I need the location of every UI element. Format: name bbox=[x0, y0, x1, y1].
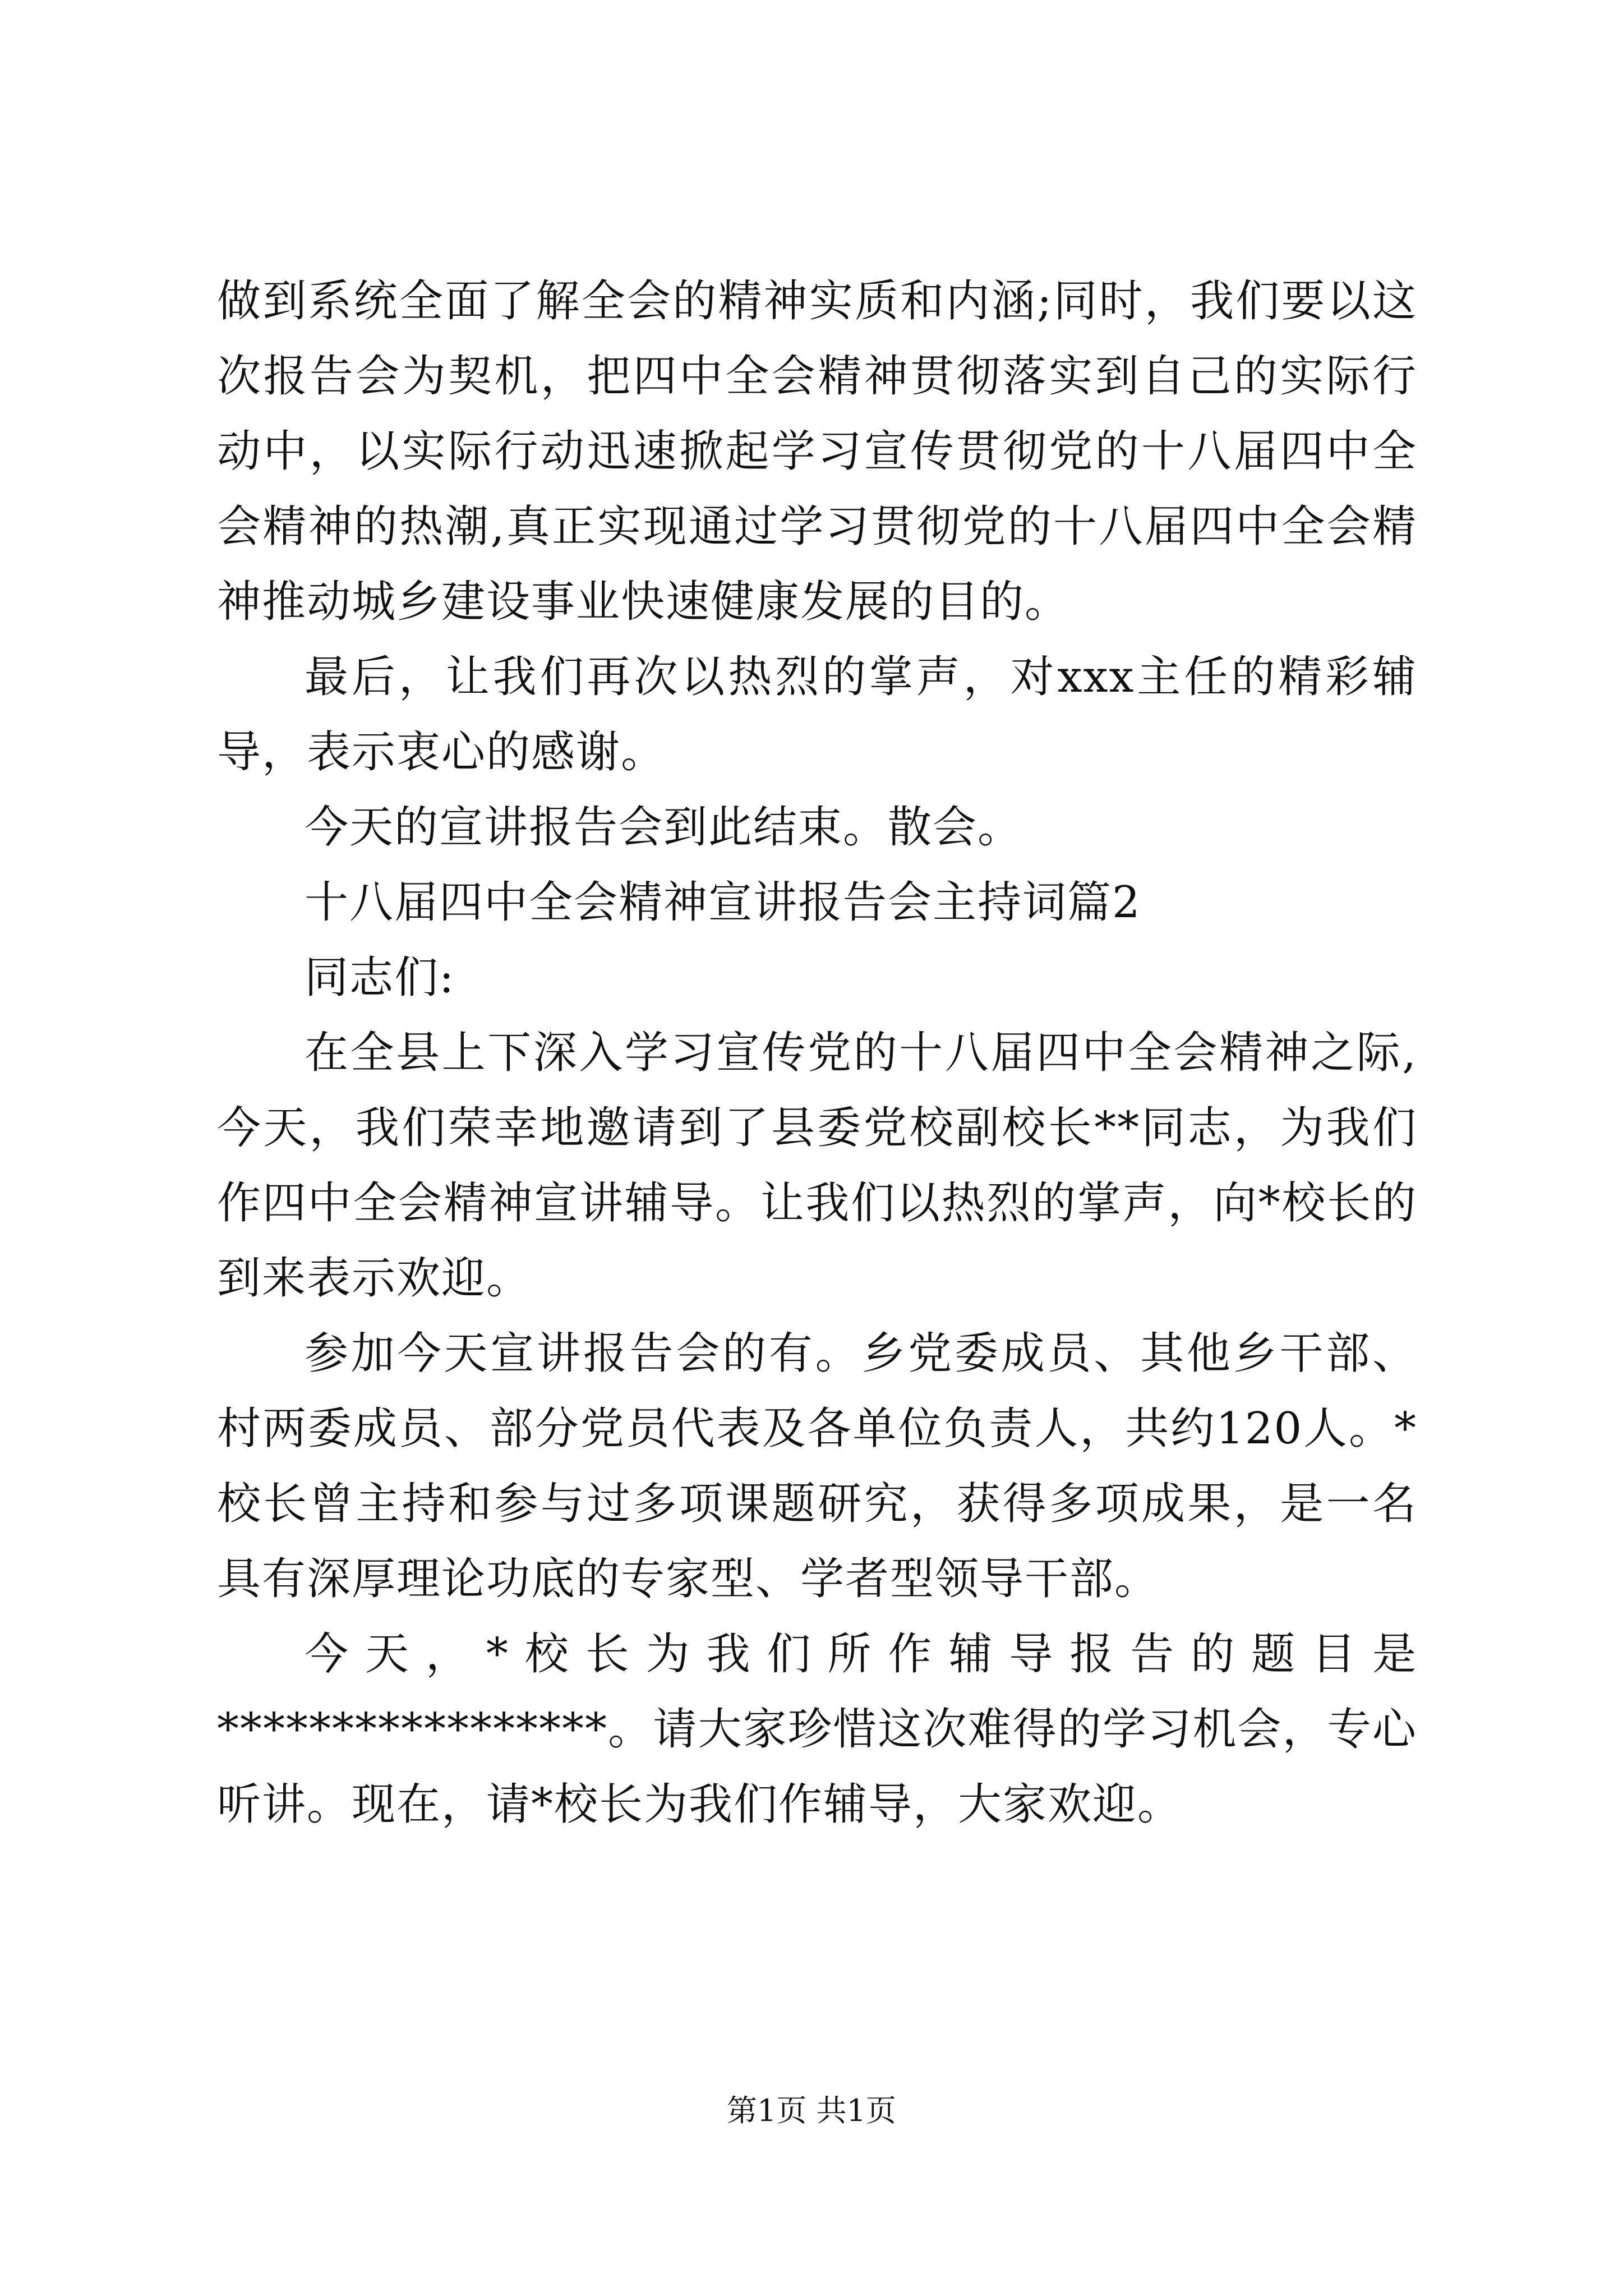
paragraph: 今天的宣讲报告会到此结束。散会。 bbox=[305, 802, 1023, 853]
page-footer: 第1页 共1页 bbox=[727, 2093, 896, 2128]
section-heading: 十八届四中全会精神宣讲报告会主持词篇2 bbox=[305, 877, 1141, 928]
paragraph: 参加今天宣讲报告会的有。乡党委成员、其他乡干部、村两委成员、部分党员代表及各单位负责人，共约120人。*校长曾主持和参与过多项课题研究，获得多项成果，是一名具有深厚理论功底的专家型、学者型领导干部。 bbox=[217, 1328, 1417, 1604]
paragraph: 在全县上下深入学习宣传党的十八届四中全会精神之际,今天，我们荣幸地邀请到了县委党校副校长**同志，为我们作四中全会精神宣讲辅导。让我们以热烈的掌声，向*校长的到来表示欢迎。 bbox=[217, 1028, 1417, 1304]
paragraph: 做到系统全面了解全会的精神实质和内涵;同时，我们要以这次报告会为契机，把四中全会精神贯彻落实到自己的实际行动中，以实际行动迅速掀起学习宣传贯彻党的十八届四中全会精神的热潮,真正实现通过学习贯彻党的十八届四中全会精神推动城乡建设事业快速健康发展的目的。 bbox=[217, 276, 1417, 627]
salutation: 同志们: bbox=[305, 953, 455, 1003]
document-body bbox=[217, 264, 1417, 1842]
paragraph: 最后，让我们再次以热烈的掌声，对xxx主任的精彩辅导，表示衷心的感谢。 bbox=[217, 652, 1417, 777]
paragraph: 今天，*校长为我们所作辅导报告的题目是*****************。请大家珍惜这次难得的学习机会，专心听讲。现在，请*校长为我们作辅导，大家欢迎。 bbox=[217, 1629, 1417, 1830]
